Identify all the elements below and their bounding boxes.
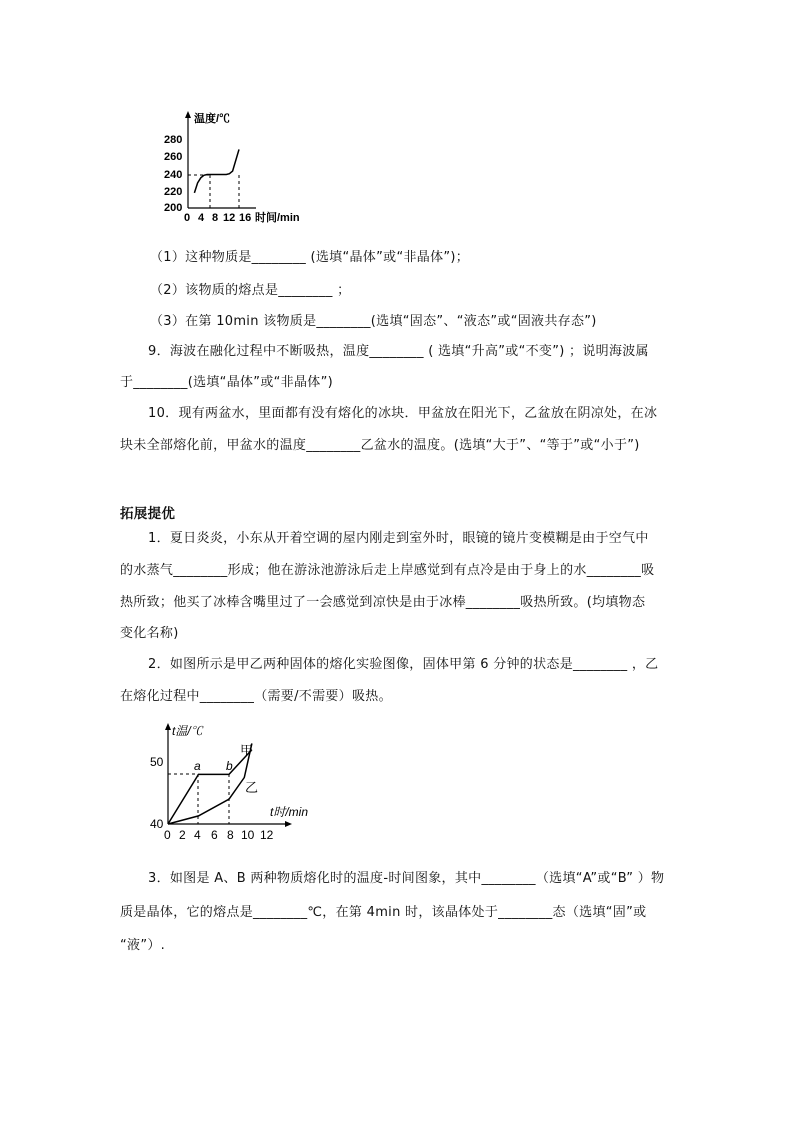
e1-line2: 的水蒸气________形成；他在游泳池游泳后走上岸感觉到有点冷是由于身上的水________吸 <box>120 563 655 578</box>
x-tick-label: 12 <box>260 828 274 842</box>
series-yi-label: 乙 <box>245 780 259 795</box>
x-axis-arrow <box>285 821 292 827</box>
x-axis-label: 时间/min <box>255 212 300 224</box>
y-axis-arrow <box>185 111 191 118</box>
y-tick-label: 260 <box>164 151 183 163</box>
y-tick-label: 200 <box>164 202 183 214</box>
x-tick-label: 2 <box>179 828 186 842</box>
e2-line2: 在熔化过程中________（需要/不需要）吸热。 <box>120 689 392 704</box>
y-tick-label: 50 <box>150 755 164 769</box>
y-tick-label: 280 <box>164 134 183 146</box>
y-axis-label: 温度/℃ <box>194 113 231 125</box>
q1-part3: （3）在第 10min 该物质是________(选填“固态”、“液态”或“固液共存态”) <box>150 314 597 329</box>
q1-part1: （1）这种物质是________ (选填“晶体”或“非晶体”)； <box>150 250 470 265</box>
e3-line1: 3．如图是 A、B 两种物质熔化时的温度-时间图象，其中________（选填“A”或“B” ）物 <box>148 871 665 886</box>
series-jia-label: 甲 <box>240 743 254 758</box>
series-jia-line <box>168 750 252 824</box>
y-axis-arrow <box>165 723 171 730</box>
x-tick-label: 8 <box>227 828 234 842</box>
x-tick-label: 0 <box>184 212 191 224</box>
x-tick-label: 6 <box>211 828 218 842</box>
e3-line3: “液”）. <box>120 938 166 953</box>
chart-melting-curve-1 <box>150 108 340 228</box>
q9-line2: 于________(选填“晶体”或“非晶体”) <box>120 375 333 390</box>
x-tick-label: 4 <box>198 212 205 224</box>
q10-line1: 10．现有两盆水，里面都有没有熔化的冰块．甲盆放在阳光下，乙盆放在阴凉处，在冰 <box>148 406 658 421</box>
point-b-label: b <box>226 759 233 773</box>
e1-line1: 1．夏日炎炎，小东从开着空调的屋内刚走到室外时，眼镜的镜片变模糊是由于空气中 <box>148 531 649 546</box>
x-tick-label: 16 <box>239 212 252 224</box>
x-tick-label: 8 <box>212 212 219 224</box>
x-tick-label: 4 <box>194 828 201 842</box>
x-tick-label: 10 <box>241 828 255 842</box>
x-axis-label: t时/min <box>270 805 309 819</box>
e2-line1: 2．如图所示是甲乙两种固体的熔化实验图像，固体甲第 6 分钟的状态是________ ，乙 <box>148 657 659 672</box>
q1-part2: （2）该物质的熔点是________ ； <box>150 283 351 298</box>
x-tick-label: 0 <box>164 828 171 842</box>
e1-line4: 变化名称) <box>120 626 179 641</box>
y-axis-label: t温/℃ <box>172 724 203 738</box>
e3-line2: 质是晶体，它的熔点是________℃，在第 4min 时，该晶体处于________态（选填“固”或 <box>120 905 647 920</box>
chart-melting-curve-2 <box>148 718 328 843</box>
point-a-label: a <box>194 759 201 773</box>
section-title: 拓展提优 <box>120 506 176 522</box>
q9-line1: 9．海波在融化过程中不断吸热，温度________ ( 选填“升高”或“不变”) ；说明海波属 <box>148 344 649 359</box>
temperature-curve <box>194 149 239 193</box>
x-tick-label: 12 <box>223 212 236 224</box>
y-tick-label: 40 <box>150 817 164 831</box>
q10-line2: 块未全部熔化前，甲盆水的温度________乙盆水的温度。(选填“大于”、“等于”或“小于”) <box>120 438 640 453</box>
y-tick-label: 220 <box>164 186 183 198</box>
e1-line3: 热所致；他买了冰棒含嘴里过了一会感觉到凉快是由于冰棒________吸热所致。(均填物态 <box>120 595 646 610</box>
y-tick-label: 240 <box>164 169 183 181</box>
